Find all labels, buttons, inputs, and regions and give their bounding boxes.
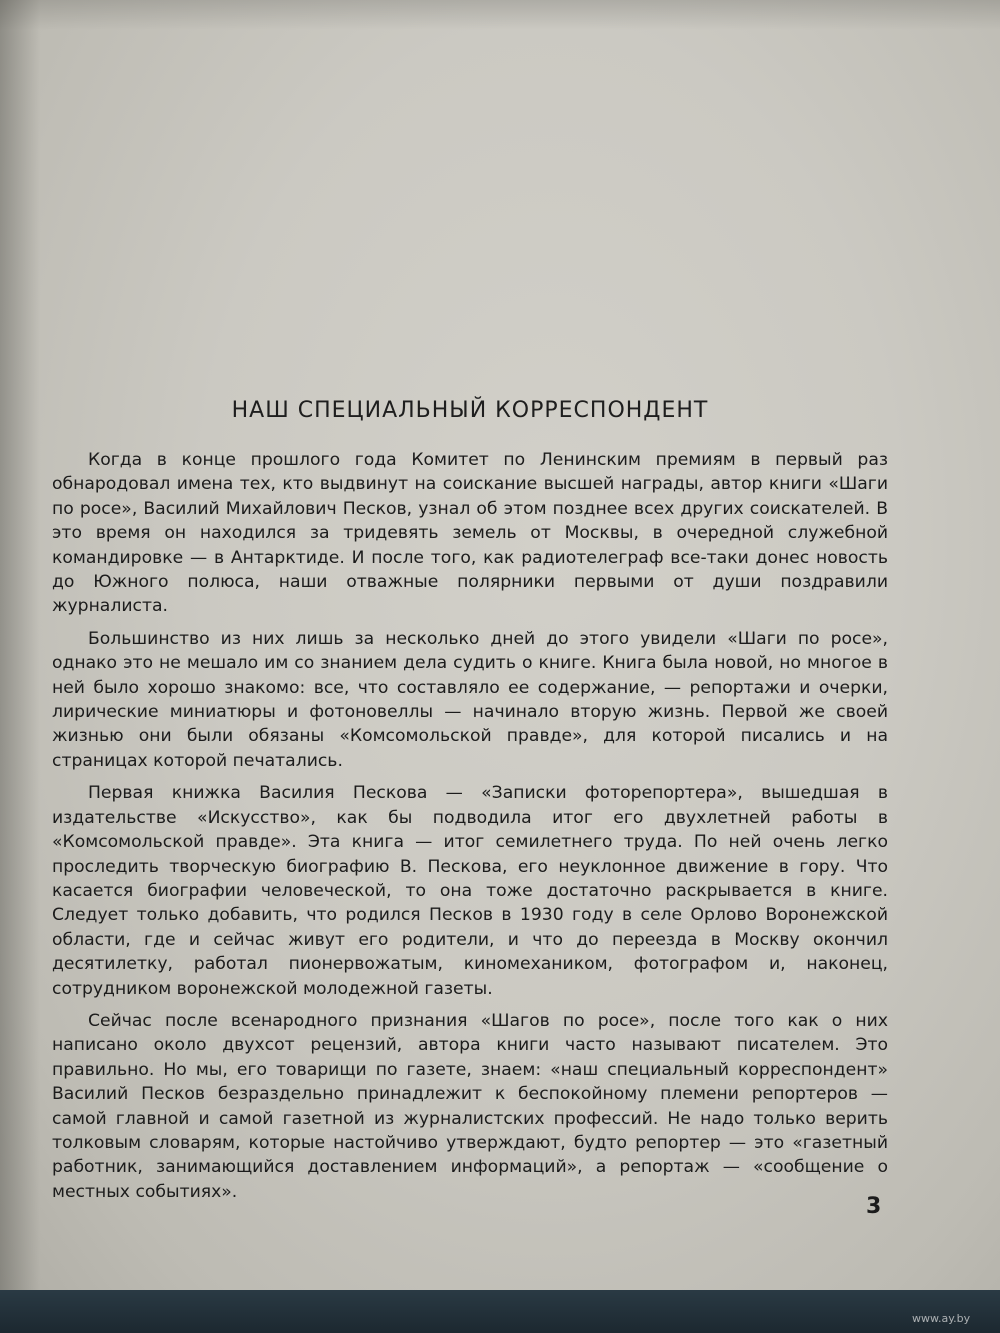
paragraph: Сейчас после всенародного признания «Шагов по росе», после того как о них написано около двухсот рецензий, автора книги часто называют писателем. Это правильно. Но мы, его товарищи по газете, знаем: «наш специальный корреспондент» Василий Песков безраздельно принадлежит к беспокойному племени репортеров — самой главной и самой газетной из журналистских профессий. Не надо только верить толковым словарям, которые настойчиво утверждают, будто репортер — это «газетный работник, занимающийся доставлением информаций», а репортаж — «сообщение о местных событиях».: [52, 1010, 888, 1202]
paragraph: Первая книжка Василия Пескова — «Записки фоторепортера», вышедшая в издательстве «Искусство», как бы подводила итог его двухлетней работы в «Комсомольской правде». Эта книга — итог семилетнего труда. По ней очень легко проследить творческую биографию В. Пескова, его неуклонное движение в гору. Что касается биографии человеческой, то она тоже достаточно раскрывается в книге. Следует только добавить, что родился Песков в 1930 году в селе Орлово Воронежской области, где и сейчас живут его родители, и что до переезда в Москву окончил десятилетку, работал пионервожатым, киномехаником, фотографом и, наконец, сотрудником воронежской молодежной газеты.: [52, 783, 888, 999]
paragraph: Когда в конце прошлого года Комитет по Ленинским премиям в первый раз обнародовал имена тех, кто выдвинут на соискание высшей награды, автор книги «Шаги по росе», Василий Михайлович Песков, узнал об этом позднее всех других соискателей. В это время он находился за тридевять земель от Москвы, в очередной служебной командировке — в Антарктиде. И после того, как радиотелеграф все-таки донес новость до Южного полюса, наши отважные полярники первыми от души поздравили журналиста.: [52, 450, 888, 617]
watermark: www.ay.by: [912, 1312, 971, 1325]
background-surface: [0, 1290, 1000, 1333]
page-shadow-top: [0, 0, 1000, 30]
page-shadow: [0, 0, 40, 1333]
article-title: НАШ СПЕЦИАЛЬНЫЙ КОРРЕСПОНДЕНТ: [231, 398, 709, 423]
page-number: 3: [866, 1194, 882, 1219]
article-body: [52, 448, 888, 1212]
paragraph: Большинство из них лишь за несколько дней до этого увидели «Шаги по росе», однако это не мешало им со знанием дела судить о книге. Книга была новой, но многое в ней было хорошо знакомо: все, что составляло ее содержание, — репортажи и очерки, лирические миниатюры и фотоновеллы — начинало вторую жизнь. Первой же своей жизнью они были обязаны «Комсомольской правде», для которой писались и на страницах которой печатались.: [52, 628, 888, 771]
